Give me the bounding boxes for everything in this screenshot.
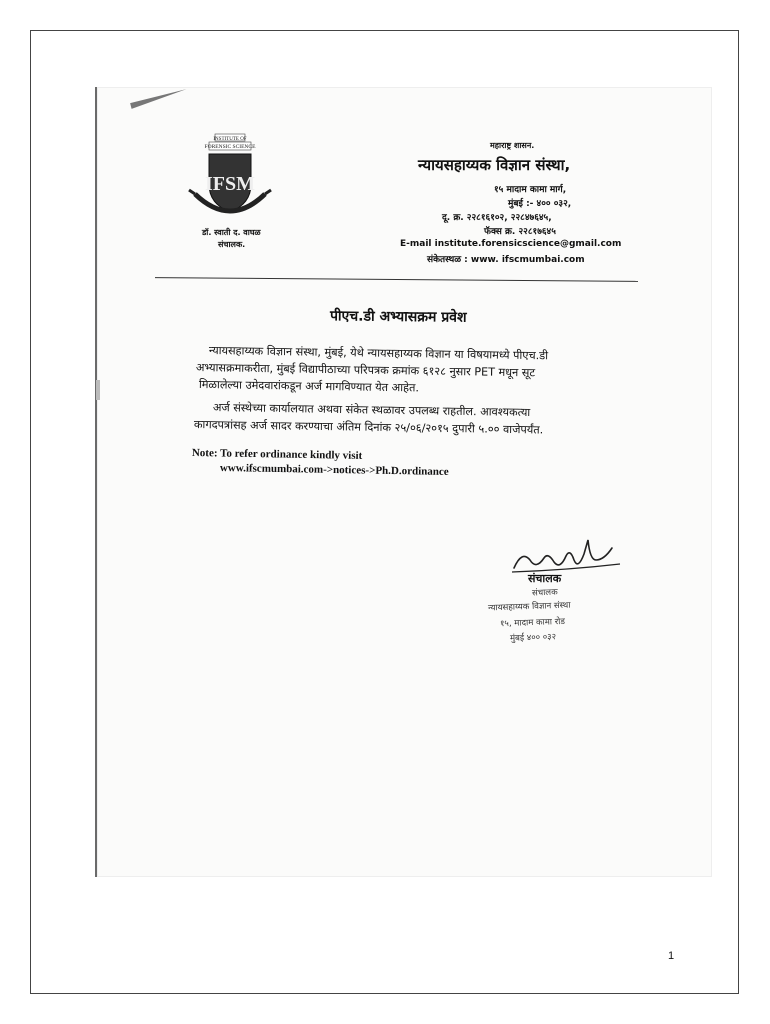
government-label: महाराष्ट्र शासन. [490,141,535,150]
paragraph1-line1: न्यायसहाय्यक विज्ञान संस्था, मुंबई, येथे न्यायसहाय्यक विज्ञान या विषयामध्ये पीएच.डी [208,343,549,363]
email-address: E-mail institute.forensicscience@gmail.com [400,239,622,249]
director-name: डॉ. स्वाती द. वाघळ [202,228,261,237]
paragraph1-line2: अभ्यासक्रमाकरीता, मुंबई विद्यापीठाच्या परिपत्रक क्रमांक ६१२८ नुसार PET मधून सूट [195,360,536,380]
website: संकेतस्थळ : www. ifscmumbai.com [427,255,585,265]
paragraph2-line2: कागदपत्रांसह अर्ज सादर करण्याचा अंतिम दिनांक २५/०६/२०१५ दुपारी ५.०० वाजेपर्यंत. [193,417,544,437]
director-signature [508,530,623,580]
notice-heading: पीएच.डी अभ्यासक्रम प्रवेश [329,308,467,326]
signatory-label: संचालक [528,572,562,585]
fax-number: फॅक्स क्र. २२८१७६४५ [484,227,556,237]
institute-name: न्यायसहाय्यक विज्ञान संस्था, [418,156,571,174]
institute-logo [185,132,275,224]
scan-artifact [96,380,100,400]
stamp-line1: संचालक [531,587,558,599]
paragraph1-line3: मिळालेल्या उमेदवारांकडून अर्ज मागविण्यात येत आहेत. [198,377,420,395]
note-link: www.ifscmumbai.com->notices->Ph.D.ordinance [219,462,449,478]
director-title: संचालक. [218,240,246,249]
note-line1: Note: To refer ordinance kindly visit [191,447,363,462]
address-line2: मुंबई :- ४०० ०३२, [508,199,572,209]
svg-text:FORENSIC SCIENCE: FORENSIC SCIENCE [204,144,256,150]
address-line1: १५ मादाम कामा मार्ग, [494,185,567,195]
page-number: 1 [668,950,675,962]
stamp-line4: मुंबई ४०० ०३२ [509,632,557,644]
stamp-line2: न्यायसहाय्यक विज्ञान संस्था [487,600,571,614]
paragraph2-line1: अर्ज संस्थेच्या कार्यालयात अथवा संकेत स्थळावर उपलब्ध राहतील. आवश्यकत्या [212,400,531,419]
phone-numbers: दू. क्र. २२८१६१०२, २२८४७६४५, [442,213,552,223]
svg-text:IFSM: IFSM [205,173,255,195]
stamp-line3: १५, मादाम कामा रोड [499,616,566,630]
svg-text:INSTITUTE OF: INSTITUTE OF [213,137,247,142]
